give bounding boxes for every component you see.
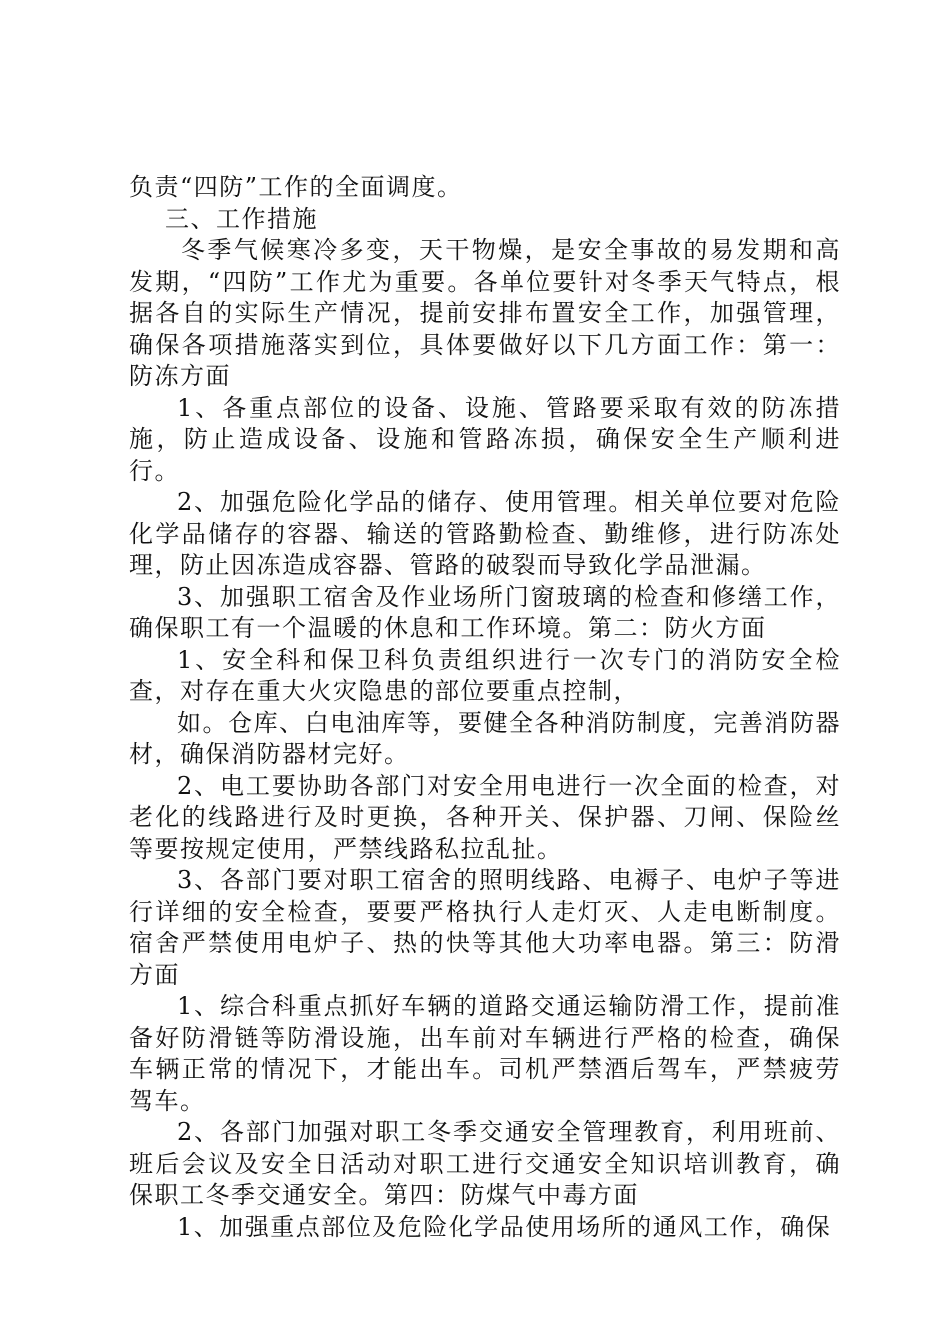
- paragraph-antifreeze-3: 3、加强职工宿舍及作业场所门窗玻璃的检查和修缮工作，确保职工有一个温暖的休息和工作环境。第二：防火方面: [129, 582, 841, 642]
- paragraph-fire-3: 3、各部门要对职工宿舍的照明线路、电褥子、电炉子等进行详细的安全检查，要要严格执行人走灯灭、人走电断制度。宿舍严禁使用电炉子、热的快等其他大功率电器。第三：防滑方面: [129, 866, 841, 989]
- paragraph-antifreeze-1: 1、各重点部位的设备、设施、管路要采取有效的防冻措施，防止造成设备、设施和管路冻损，确保安全生产顺利进行。: [129, 393, 841, 485]
- paragraph-fire-2: 2、电工要协助各部门对安全用电进行一次全面的检查，对老化的线路进行及时更换，各种开关、保护器、刀闸、保险丝等要按规定使用，严禁线路私拉乱扯。: [129, 771, 841, 863]
- document-body: [129, 172, 841, 1243]
- paragraph-slip-1: 1、综合科重点抓好车辆的道路交通运输防滑工作，提前准备好防滑链等防滑设施，出车前对车辆进行严格的检查，确保车辆正常的情况下，才能出车。司机严禁酒后驾车，严禁疲劳驾车。: [129, 992, 841, 1115]
- paragraph-fire-1-cont: 如。仓库、白电油库等，要健全各种消防制度，完善消防器材，确保消防器材完好。: [129, 708, 841, 768]
- paragraph-continuation: 负责“四防”工作的全面调度。: [129, 173, 463, 201]
- paragraph-slip-2: 2、各部门加强对职工冬季交通安全管理教育，利用班前、班后会议及安全日活动对职工进行交通安全知识培训教育，确保职工冬季交通安全。第四：防煤气中毒方面: [129, 1118, 841, 1209]
- paragraph-gas-1: 1、加强重点部位及危险化学品使用场所的通风工作，确保: [177, 1212, 832, 1241]
- paragraph-fire-1: 1、安全科和保卫科负责组织进行一次专门的消防安全检查，对存在重大火灾隐患的部位要重点控制，: [129, 645, 841, 705]
- paragraph-antifreeze-2: 2、加强危险化学品的储存、使用管理。相关单位要对危险化学品储存的容器、输送的管路勤检查、勤维修，进行防冻处理，防止因冻造成容器、管路的破裂而导致化学品泄漏。: [129, 488, 841, 579]
- section-heading-measures: 三、工作措施: [165, 204, 318, 233]
- paragraph-intro: 冬季气候寒冷多变，天干物燥，是安全事故的易发期和高发期，“四防”工作尤为重要。各单位要针对冬季天气特点，根据各自的实际生产情况，提前安排布置安全工作，加强管理，确保各项措施落实到位，具体要做好以下几方面工作：第一：防冻方面: [129, 236, 841, 390]
